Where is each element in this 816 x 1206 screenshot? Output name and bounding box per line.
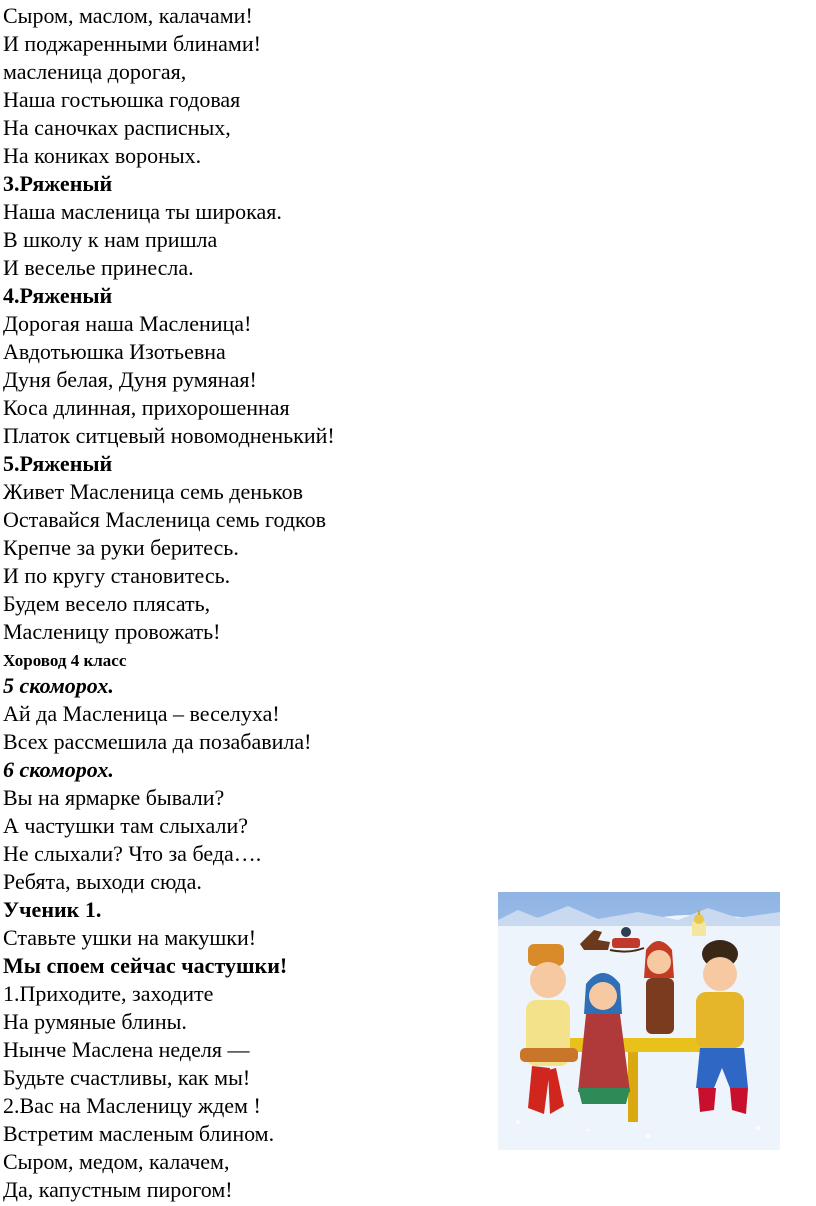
- text-line: В школу к нам пришла: [3, 227, 218, 252]
- text-line: Ставьте ушки на макушки!: [3, 925, 257, 950]
- maslenitsa-illustration: [498, 892, 780, 1150]
- child-figure-back: [644, 941, 674, 1034]
- text-line: На кониках вороных.: [3, 143, 202, 168]
- text-line: Сыром, медом, калачем,: [3, 1149, 230, 1174]
- text-line: А частушки там слыхали?: [3, 813, 248, 838]
- text-line: Да, капустным пирогом!: [3, 1177, 233, 1202]
- speaker-heading: 6 скоморох.: [3, 757, 114, 782]
- text-line: 1.Приходите, заходите: [3, 981, 214, 1006]
- text-line: И поджаренными блинами!: [3, 31, 261, 56]
- speaker-heading: 5.Ряженый: [3, 451, 113, 476]
- speaker-heading: 3.Ряженый: [3, 171, 113, 196]
- text-line: Не слыхали? Что за беда….: [3, 841, 262, 866]
- text-line: Наша гостьюшка годовая: [3, 87, 241, 112]
- text-line: Дорогая наша Масленица!: [3, 311, 252, 336]
- text-line-bold: Мы споем сейчас частушки!: [3, 953, 288, 978]
- text-line: Масленицу провожать!: [3, 619, 221, 644]
- section-heading: Хоровод 4 класс: [3, 651, 127, 670]
- speaker-heading: 5 скоморох.: [3, 673, 114, 698]
- text-line: Будьте счастливы, как мы!: [3, 1065, 251, 1090]
- text-line: Платок ситцевый новомодненький!: [3, 423, 335, 448]
- text-line: Встретим масленым блином.: [3, 1121, 275, 1146]
- text-line: И веселье принесла.: [3, 255, 194, 280]
- text-line: Будем весело плясать,: [3, 591, 211, 616]
- text-line: 2.Вас на Масленицу ждем !: [3, 1093, 261, 1118]
- text-line: Нынче Маслена неделя —: [3, 1037, 250, 1062]
- text-line: И по кругу становитесь.: [3, 563, 231, 588]
- speaker-heading: Ученик 1.: [3, 897, 102, 922]
- text-line: Сыром, маслом, калачами!: [3, 3, 253, 28]
- text-line: Авдотьюшка Изотьевна: [3, 339, 226, 364]
- text-line: Живет Масленица семь деньков: [3, 479, 304, 504]
- text-line: На саночках расписных,: [3, 115, 231, 140]
- text-line: Вы на ярмарке бывали?: [3, 785, 225, 810]
- text-line: Ребята, выходи сюда.: [3, 869, 202, 894]
- text-line: Крепче за руки беритесь.: [3, 535, 239, 560]
- text-line: Коса длинная, прихорошенная: [3, 395, 290, 420]
- speaker-heading: 4.Ряженый: [3, 283, 113, 308]
- text-line: Ай да Масленица – веселуха!: [3, 701, 280, 726]
- text-line: масленица дорогая,: [3, 59, 187, 84]
- text-line: На румяные блины.: [3, 1009, 187, 1034]
- text-line: Наша масленица ты широкая.: [3, 199, 282, 224]
- text-line: Всех рассмешила да позабавила!: [3, 729, 312, 754]
- text-line: Оставайся Масленица семь годков: [3, 507, 326, 532]
- text-line: Дуня белая, Дуня румяная!: [3, 367, 257, 392]
